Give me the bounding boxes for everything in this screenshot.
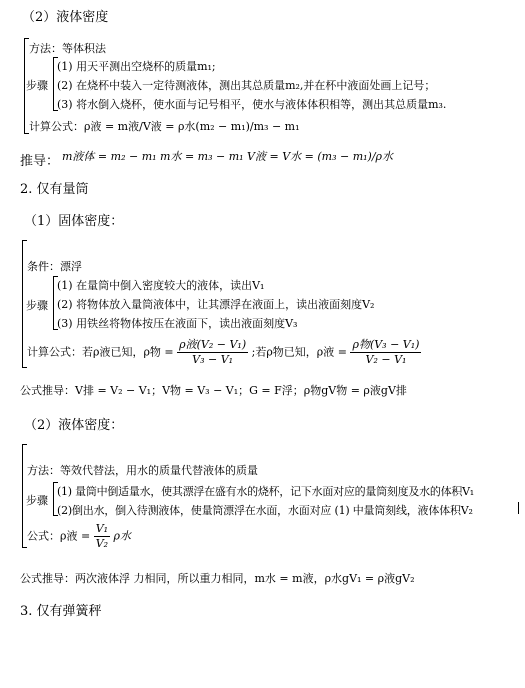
fraction-volume-numerator: V₁	[95, 522, 109, 535]
derive-label-1: 推导：	[20, 154, 60, 169]
heading-liquid-density: （2）液体密度	[22, 10, 109, 25]
fraction-liquid-numerator: ρ物(V₃ − V₁)	[352, 338, 420, 351]
section-title-spring-scale: 3. 仅有弹簧秤	[20, 604, 102, 619]
fraction-liquid-denominator: V₂ − V₁	[365, 353, 407, 366]
heading-liquid-density-2: （2）液体密度：	[24, 418, 124, 433]
heading-solid-density: （1）固体密度：	[24, 214, 124, 229]
steps-label: 步骤	[26, 79, 48, 92]
step-1-2: (2) 在烧杯中装入一定待测液体，测出其总质量m₂,并在杯中液面处画上记号；	[57, 79, 436, 92]
calc-formula-2-part-a: 计算公式：若ρ液已知，ρ物 =	[27, 345, 174, 359]
method-equivalent: 方法：等效代替法，用水的质量代替液体的质量	[27, 464, 258, 477]
step-1-3: (3) 将水倒入烧杯，使水面与记号相平，使水与液体体积相等，测出其总质量m₃.	[57, 98, 447, 111]
brace-steps-2	[53, 276, 54, 330]
step-1-1: (1) 用天平测出空烧杯的质量m₁;	[57, 60, 216, 73]
brace-steps-3	[53, 482, 54, 516]
formula-tail: ρ水	[113, 529, 132, 543]
calc-formula-2	[27, 338, 421, 367]
condition-floating: 条件：漂浮	[27, 260, 82, 273]
steps-label-2: 步骤	[26, 299, 48, 312]
text-cursor-icon	[518, 502, 519, 514]
brace-method-2	[22, 240, 23, 368]
derive-formula-1: m液体 = m₂ − m₁ m水 = m₃ − m₁ V液 = V水 = (m₃ − m₁)/ρ水	[62, 150, 394, 163]
section-title-cylinder: 2. 仅有量筒	[20, 182, 89, 197]
step-2-3: (3) 用铁丝将物体按压在液面下，读出液面刻度V₃	[57, 317, 298, 330]
step-2-2: (2) 将物体放入量筒液体中，让其漂浮在液面上，读出液面刻度V₂	[57, 298, 375, 311]
calc-formula-1: 计算公式：ρ液 = m液/V液 = ρ水(m₂ − m₁)/m₃ − m₁	[29, 120, 300, 133]
brace-steps-1	[53, 57, 54, 111]
step-2-1: (1) 在量筒中倒入密度较大的液体，读出V₁	[57, 279, 265, 292]
fraction-volume-ratio	[94, 522, 110, 551]
fraction-solid-denominator: V₃ − V₁	[192, 353, 234, 366]
formula-label: 公式：ρ液 =	[27, 529, 91, 543]
brace-method-1	[24, 38, 25, 134]
fraction-volume-denominator: V₂	[95, 537, 109, 550]
steps-label-3: 步骤	[26, 494, 48, 507]
fraction-solid-numerator: ρ液(V₂ − V₁)	[179, 338, 247, 351]
calc-formula-2-part-b: ;若ρ物已知，ρ液 =	[251, 345, 347, 359]
step-3-1: (1) 量筒中倒适量水，使其漂浮在盛有水的烧杯，记下水面对应的量筒刻度及水的体积V₁	[57, 485, 474, 498]
brace-method-3	[22, 444, 23, 548]
method-equal-volume: 方法：等体积法	[29, 42, 106, 55]
fraction-solid-density	[177, 338, 248, 367]
derive-formula-2: 公式推导：V排 = V₂ − V₁；V物 = V₃ − V₁；G = F浮；ρ物gV物 = ρ液gV排	[20, 384, 407, 397]
formula-liquid-density	[27, 522, 131, 551]
fraction-liquid-density	[350, 338, 421, 367]
step-3-2: (2)倒出水，倒入待测液体，使量筒漂浮在水面，水面对应 (1) 中量筒刻线，液体体积V₂	[57, 504, 473, 517]
derive-formula-3: 公式推导：两次液体浮 力相同，所以重力相同，m水 = m液，ρ水gV₁ = ρ液gV₂	[20, 572, 415, 585]
